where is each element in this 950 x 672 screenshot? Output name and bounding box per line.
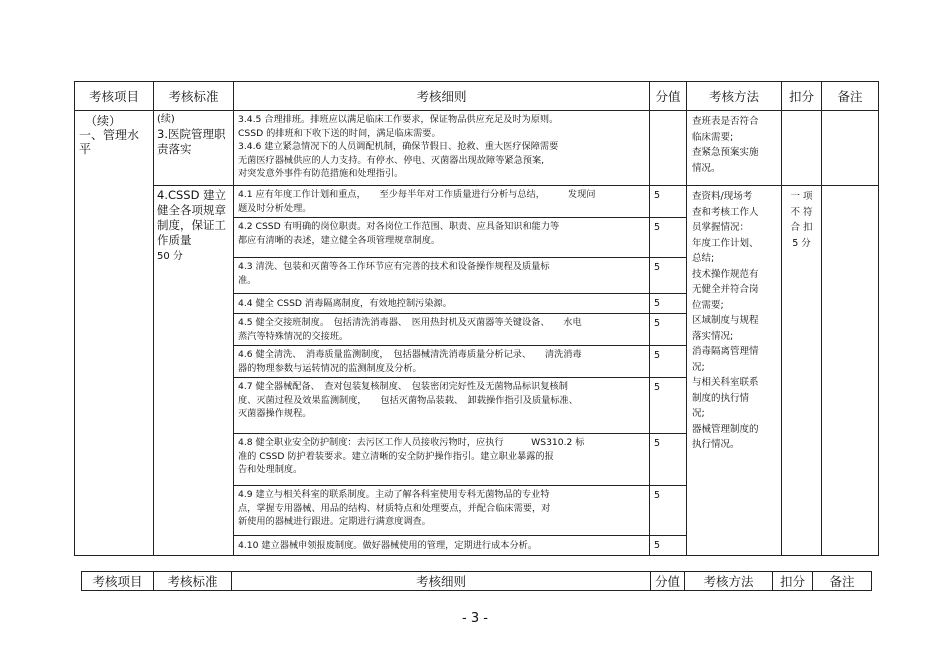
detail-line: 4.5 健全交接班制度。 包括清洗消毒器、 医用热封机及灭菌器等关键设备、 水电 [238, 317, 582, 328]
section1-deduct [782, 111, 822, 186]
detail-line: 点，掌握专用器械、用品的结构、材质特点和处理要点，并配合临床需要，对 [238, 502, 551, 514]
deduct-line: 5 分 [792, 237, 811, 249]
method-line: 年度工作计划、 [692, 237, 759, 249]
method-line: 查紧急预案实施 [692, 147, 759, 158]
detail-line: 告和处理制度。 [238, 464, 303, 475]
score-cell: 5 [650, 486, 687, 536]
detail-line: 新使用的器械进行跟进。定期进行满意度调查。 [238, 516, 431, 527]
detail-cell [234, 346, 650, 378]
detail-line: 3.4.5 合理排班。排班应以满足临床工作要求，保证物品供应充足及时为原则。 [238, 114, 559, 125]
detail-line: 4.6 健全清洗、 消毒质量监测制度， 包括器械清洗消毒质量分析记录、 清洗消毒 [238, 349, 582, 360]
detail-line: 4.7 健全器械配备、 查对包装复核制度、 包装密闭完好性及无菌物品标识复核制 [238, 381, 568, 392]
detail-cell [234, 186, 650, 218]
detail-line: 4.1 应有年度工作计划和重点， 至少每半年对工作质量进行分析与总结， 发现问 [238, 189, 596, 200]
detail-cell [234, 258, 650, 294]
detail-line: 器的物理参数与运转情况的监测制度及分析。 [238, 362, 422, 374]
header-item: 考核项目 [75, 82, 154, 111]
category-title: 一、管理水平 [79, 128, 140, 156]
deduct-line: 合 扣 [790, 222, 813, 233]
deduct-line: 不 符 [790, 206, 813, 218]
score-cell: 5 [650, 434, 687, 486]
method-line: 员掌握情况： [692, 222, 750, 233]
section1-cont: (续) [157, 114, 175, 125]
method-line: 情况。 [692, 162, 721, 174]
detail-line: CSSD 的排班和下收下送的时间，满足临床需要。 [238, 127, 441, 139]
score-cell: 5 [650, 378, 687, 434]
header-row [75, 82, 879, 111]
score-cell: 5 [650, 314, 687, 346]
footer-method: 考核方法 [685, 572, 773, 591]
detail-line: 4.3 清洗、包装和灭菌等各工作环节应有完善的技术和设备操作规程及质量标 [238, 261, 550, 272]
score-cell: 5 [650, 258, 687, 294]
detail-cell [234, 314, 650, 346]
method-line: 技术操作规范有 [692, 268, 759, 280]
score-cell: 5 [650, 294, 687, 314]
table-row [75, 111, 879, 186]
detail-line: 4.4 健全 CSSD 消毒隔离制度，有效地控制污染源。 [238, 297, 452, 309]
detail-line: 蒸汽等特殊情况的交接班。 [238, 330, 349, 342]
method-line: 查资料/现场考 [692, 191, 753, 202]
detail-cell [234, 486, 650, 536]
score-cell: 5 [650, 346, 687, 378]
section2-method [687, 186, 782, 556]
header-standard: 考核标准 [154, 82, 234, 111]
detail-cell [234, 434, 650, 486]
detail-line: 4.9 建立与相关科室的联系制度。主动了解各科室使用专科无菌物品的专业特 [238, 489, 550, 500]
detail-line: 都应有清晰的表述，建立健全各项管理规章制度。 [238, 234, 441, 246]
header-score: 分值 [650, 82, 687, 111]
method-line: 总结; [692, 253, 715, 264]
detail-line: 4.8 健全职业安全防护制度：去污区工作人员接收污物时，应执行 WS310.2 标 [238, 437, 585, 448]
method-line: 查和考核工作人 [692, 206, 759, 218]
section1-method [687, 111, 782, 186]
table-row [75, 186, 879, 218]
section2-standard [154, 186, 234, 556]
footer-item: 考核项目 [82, 572, 154, 591]
detail-cell [234, 536, 650, 556]
section1-detail [234, 111, 650, 186]
section1-note [822, 111, 879, 186]
method-line: 位需要; [692, 299, 724, 311]
header-detail: 考核细则 [234, 82, 650, 111]
header-deduct: 扣分 [782, 82, 822, 111]
category-cell [75, 111, 154, 556]
category-cont: （续） [85, 114, 122, 128]
footer-detail: 考核细则 [232, 572, 651, 591]
footer-note: 备注 [813, 572, 872, 591]
method-line: 况; [692, 408, 705, 419]
footer-header-row [82, 572, 872, 591]
method-line: 与相关科室联系 [692, 377, 759, 388]
section1-score [650, 111, 687, 186]
method-line: 况; [692, 361, 705, 373]
method-line: 临床需要; [692, 131, 734, 143]
detail-line: 准。 [238, 274, 257, 286]
detail-line: 题及时分析处理。 [238, 202, 312, 214]
detail-line: 4.2 CSSD 有明确的岗位职责。对各岗位工作范围、职责、应具备知识和能力等 [238, 221, 560, 232]
detail-line: 3.4.6 建立紧急情况下的人员调配机制，确保节假日、抢救、重大医疗保障需要 [238, 141, 559, 152]
method-line: 区域制度与规程 [692, 315, 759, 326]
footer-score: 分值 [651, 572, 685, 591]
section2-note [822, 186, 879, 556]
header-method: 考核方法 [687, 82, 782, 111]
deduct-line: 一 项 [790, 191, 813, 202]
detail-cell [234, 378, 650, 434]
detail-line: 度、灭菌过程及效果监测制度， 包括灭菌物品装载、 卸载操作指引及质量标准、 [238, 394, 578, 406]
detail-line: 灭菌器操作规程。 [238, 408, 312, 419]
footer-standard: 考核标准 [154, 572, 232, 591]
method-line: 落实情况; [692, 330, 734, 342]
header-note: 备注 [822, 82, 879, 111]
method-line: 查班表是否符合 [692, 116, 759, 127]
detail-cell [234, 218, 650, 258]
section1-title: 3.医院管理职责落实 [157, 127, 226, 156]
section1-standard [154, 111, 234, 186]
method-line: 执行情况。 [692, 439, 740, 450]
page-number: - 3 - [462, 611, 488, 626]
section2-deduct [782, 186, 822, 556]
section2-score: 50 分 [157, 251, 183, 262]
score-cell: 5 [650, 186, 687, 218]
repeat-header-table [81, 571, 872, 591]
detail-line: 准的 CSSD 防护着装要求。建立清晰的安全防护操作指引。建立职业暴露的报 [238, 450, 554, 462]
score-cell: 5 [650, 218, 687, 258]
section2-title: 4.CSSD 建立健全各项规章制度，保证工作质量 [157, 188, 227, 247]
footer-deduct: 扣分 [773, 572, 813, 591]
assessment-table [74, 81, 879, 556]
method-line: 器械管理制度的 [692, 423, 759, 435]
detail-line: 无菌医疗器械供应的人力支持。有停水、停电、灭菌器出现故障等紧急预案, [238, 154, 545, 166]
detail-line: 4.10 建立器械申领报废制度。做好器械使用的管理，定期进行成本分析。 [238, 539, 538, 551]
method-line: 无健全并符合岗 [692, 284, 759, 295]
score-cell: 5 [650, 536, 687, 556]
method-line: 制度的执行情 [692, 392, 750, 404]
detail-cell [234, 294, 650, 314]
detail-line: 对突发意外事件有防范措施和处理指引。 [238, 168, 404, 179]
method-line: 消毒隔离管理情 [692, 346, 759, 357]
